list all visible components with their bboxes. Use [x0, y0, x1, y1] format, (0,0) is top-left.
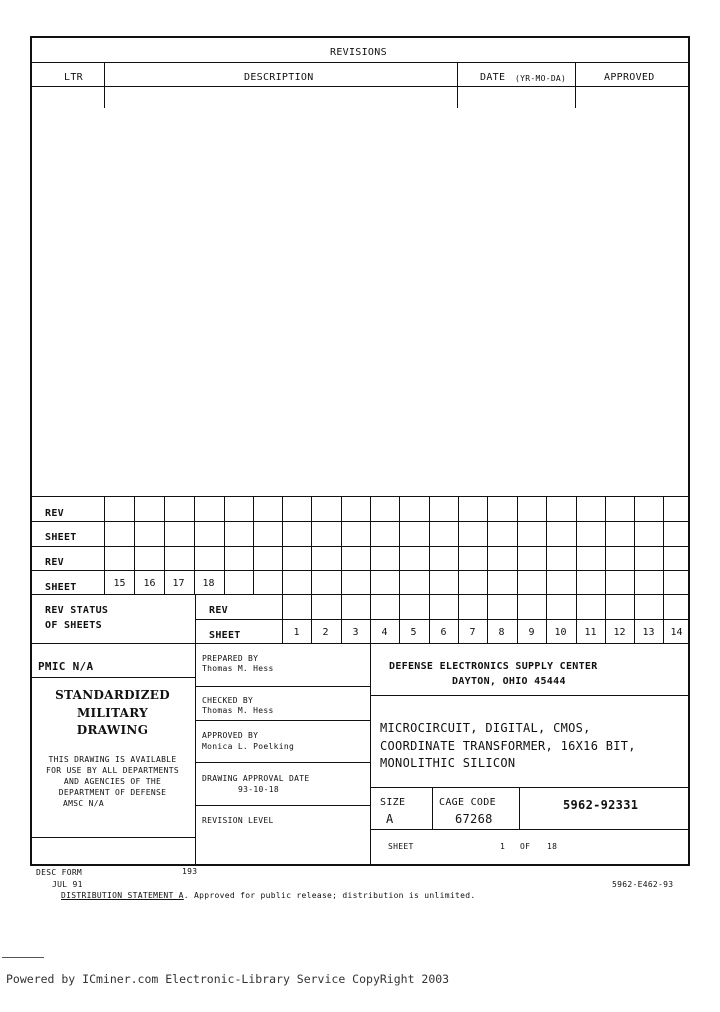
sheet-number: 15 [113, 578, 126, 589]
divider [575, 62, 576, 108]
divider [432, 787, 433, 829]
availability-text: THIS DRAWING IS AVAILABLE [48, 755, 177, 764]
sheet-total: 18 [547, 842, 558, 851]
revisions-title: REVISIONS [330, 47, 387, 58]
status-sheet-number: 10 [554, 627, 567, 638]
checked-name: Thomas M. Hess [202, 706, 274, 715]
status-sheet-number: 13 [642, 627, 655, 638]
col-ltr: LTR [64, 72, 83, 83]
size-label: SIZE [380, 797, 406, 808]
status-sheet-number: 9 [528, 627, 535, 638]
status-sheet-number: 14 [670, 627, 683, 638]
sheet-label: SHEET [388, 842, 414, 851]
standardized-title: STANDARDIZED [55, 688, 170, 702]
drawing-title: DRAWING [76, 723, 149, 737]
form-number: 193 [182, 867, 198, 876]
title-line-2: COORDINATE TRANSFORMER, 16X16 BIT, [380, 739, 636, 753]
prepared-label: PREPARED BY [202, 654, 259, 663]
grid-line [663, 496, 664, 594]
grid-line [30, 521, 690, 522]
divider [30, 643, 690, 644]
sheet-current: 1 [500, 842, 506, 851]
drawing-number: 5962-92331 [563, 798, 639, 812]
grid-line [253, 496, 254, 594]
distribution-label: DISTRIBUTION STATEMENT A [61, 891, 184, 900]
approved-label: APPROVED BY [202, 731, 259, 740]
revision-level-label: REVISION LEVEL [202, 816, 274, 825]
agency-name: DEFENSE ELECTRONICS SUPPLY CENTER [389, 661, 598, 672]
divider [195, 686, 370, 687]
divider [370, 643, 371, 866]
form-label: DESC FORM [36, 868, 83, 877]
grid-line [576, 496, 577, 594]
doc-code: 5962-E462-93 [612, 880, 674, 889]
title-line-3: MONOLITHIC SILICON [380, 756, 516, 770]
grid-line [370, 496, 371, 594]
grid-line [429, 496, 430, 594]
grid-line [605, 496, 606, 594]
divider [457, 62, 458, 108]
grid-line [30, 594, 690, 595]
grid-line [399, 496, 400, 594]
sheet-of: OF [520, 842, 531, 851]
divider [370, 695, 690, 696]
col-date-format: (YR-MO-DA) [515, 74, 567, 83]
agency-address: DAYTON, OHIO 45444 [452, 676, 566, 687]
divider [30, 62, 690, 63]
divider [195, 762, 370, 763]
form-date: JUL 91 [52, 880, 83, 889]
pmic: PMIC N/A [38, 660, 94, 673]
col-date: DATE [480, 72, 506, 83]
sheet-number: 18 [202, 578, 215, 589]
status-sheet-number: 12 [613, 627, 626, 638]
checked-label: CHECKED BY [202, 696, 254, 705]
status-sheet-label: SHEET [209, 630, 241, 641]
grid-line [30, 496, 690, 497]
divider [370, 787, 690, 788]
availability-text: DEPARTMENT OF DEFENSE [58, 788, 167, 797]
rev-label-row2: REV [45, 557, 64, 568]
divider [2, 957, 44, 958]
divider [195, 594, 196, 866]
size-value: A [386, 812, 394, 826]
approval-date-label: DRAWING APPROVAL DATE [202, 774, 310, 783]
grid-line [341, 496, 342, 594]
sheet-label-row2: SHEET [45, 582, 77, 593]
approved-name: Monica L. Poelking [202, 742, 295, 751]
status-sheet-number: 2 [322, 627, 329, 638]
grid-line [487, 496, 488, 594]
cage-label: CAGE CODE [439, 797, 496, 808]
availability-text: AND AGENCIES OF THE [63, 777, 162, 786]
status-sheet-number: 7 [469, 627, 476, 638]
distribution-statement [61, 891, 475, 900]
divider [30, 837, 195, 838]
grid-line [30, 546, 690, 547]
rev-label-row1: REV [45, 508, 64, 519]
sheet-number: 17 [172, 578, 185, 589]
grid-line [517, 496, 518, 594]
grid-line [458, 496, 459, 594]
divider [519, 787, 520, 829]
grid-line [311, 496, 312, 594]
grid-line [546, 496, 547, 594]
divider [195, 805, 370, 806]
grid-line [634, 496, 635, 594]
status-sheet-number: 4 [381, 627, 388, 638]
status-rev-label: REV [209, 605, 228, 616]
distribution-text: . Approved for public release; distribution is unlimited. [183, 891, 476, 900]
status-sheet-number: 5 [410, 627, 417, 638]
status-sheet-number: 8 [498, 627, 505, 638]
powered-by: Powered by ICminer.com Electronic-Library Service CopyRight 2003 [6, 972, 450, 986]
grid-line [195, 619, 690, 620]
status-sheet-number: 11 [584, 627, 597, 638]
title-line-1: MICROCIRCUIT, DIGITAL, CMOS, [380, 721, 591, 735]
divider [104, 62, 105, 108]
availability-text: FOR USE BY ALL DEPARTMENTS [45, 766, 180, 775]
of-sheets-label: OF SHEETS [45, 620, 102, 631]
divider [30, 677, 195, 678]
military-title: MILITARY [76, 706, 149, 720]
grid-line [30, 570, 690, 571]
approval-date: 93-10-18 [238, 785, 279, 794]
divider [195, 720, 370, 721]
divider [30, 86, 690, 87]
divider [370, 829, 690, 830]
sheet-number: 16 [143, 578, 156, 589]
cage-value: 67268 [455, 812, 493, 826]
status-sheet-number: 1 [293, 627, 300, 638]
rev-status-label: REV STATUS [45, 605, 109, 616]
prepared-name: Thomas M. Hess [202, 664, 274, 673]
status-sheet-number: 3 [352, 627, 359, 638]
col-approved: APPROVED [604, 72, 655, 83]
sheet-label-row1: SHEET [45, 532, 77, 543]
grid-line [282, 496, 283, 594]
col-description: DESCRIPTION [244, 72, 314, 83]
grid-line [224, 496, 225, 594]
amsc-label: AMSC N/A [63, 799, 104, 808]
status-sheet-number: 6 [440, 627, 447, 638]
